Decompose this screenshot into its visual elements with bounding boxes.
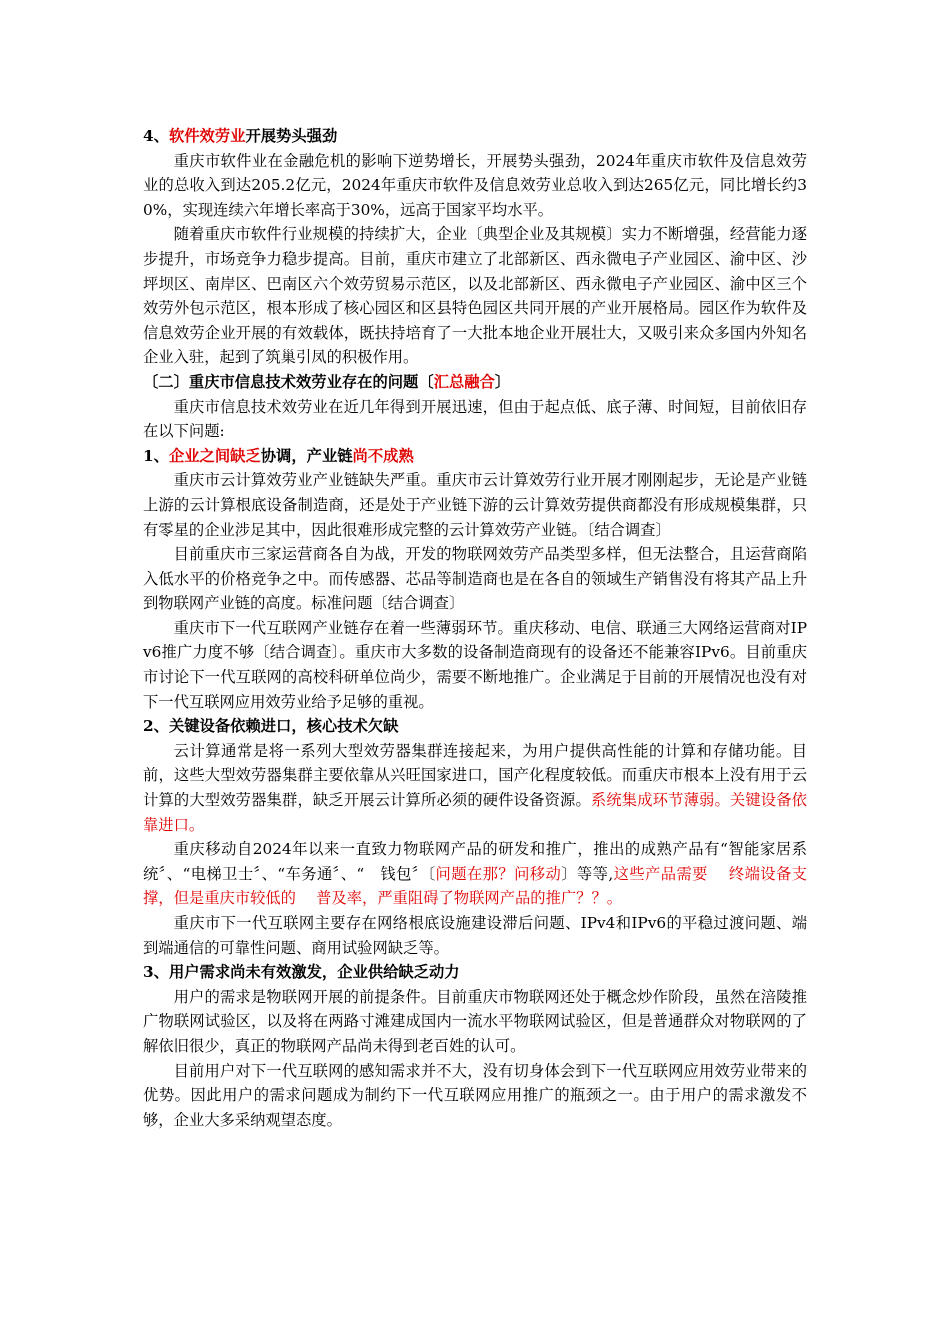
paragraph: 随着重庆市软件行业规模的持续扩大，企业〔典型企业及其规模〕实力不断增强，经营能力逐步提升，市场竞争力稳步提高。目前，重庆市建立了北部新区、西永微电子产业园区、渝中区、沙坪坝区、南岸区、巴南区六个效劳贸易示范区，以及北部新区、西永微电子产业园区、渝中区三个效劳外包示范区，根本形成了核心园区和区县特色园区共同开展的产业开展格局。园区作为软件及信息效劳企业开展的有效载体，既扶持培育了一大批本地企业开展壮大，又吸引来众多国内外知名企业入驻，起到了筑巢引凤的积极作用。	[143, 225, 807, 367]
paragraph: 目前用户对下一代互联网的感知需求并不大，没有切身体会到下一代互联网应用效劳业带来的优势。因此用户的需求问题成为制约下一代互联网应用推广的瓶颈之一。由于用户的需求激发不够，企业大多采纳观望态度。	[143, 1061, 807, 1129]
highlight-text: 尚不成熟	[352, 446, 414, 465]
part-2-heading: 〔二〕重庆市信息技术效劳业存在的问题〔汇总融合〕	[143, 372, 511, 391]
paragraph: 重庆移动自2024年以来一直致力物联网产品的研发和推广，推出的成熟产品有“智能家居系统〞、“电梯卫士〞、“车务通〞、“ 钱包〞〔问题在那？问移动〕等等,这些产品需要 终端设备支撑，但是重庆市较低的 普及率，严重阻碍了物联网产品的推广？？。	[143, 840, 807, 908]
paragraph: 重庆市软件业在金融危机的影响下逆势增长，开展势头强劲，2024年重庆市软件及信息效劳业的总收入到达205.2亿元，2024年重庆市软件及信息效劳业总收入到达265亿元，同比增长约30%，实现连续六年增长率高于30%，远高于国家平均水平。	[143, 151, 807, 219]
paragraph: 目前重庆市三家运营商各自为战，开发的物联网效劳产品类型多样，但无法整合，且运营商陷入低水平的价格竞争之中。而传感器、芯品等制造商也是在各自的领域生产销售没有将其产品上升到物联网产业链的高度。标准问题〔结合调查〕	[143, 545, 807, 613]
highlight-text: 企业之间缺乏	[168, 446, 261, 465]
highlight-text: 问题在那？问移动	[435, 864, 562, 883]
highlight-text: 汇总融合	[433, 372, 495, 391]
paragraph: 用户的需求是物联网开展的前提条件。目前重庆市物联网还处于概念炒作阶段，虽然在涪陵推广物联网试验区，以及将在两路寸滩建成国内一流水平物联网试验区，但是普通群众对物联网的了解依旧很少，真正的物联网产品尚未得到老百姓的认可。	[143, 987, 807, 1055]
section-4-heading: 4、软件效劳业开展势头强劲	[143, 127, 338, 145]
issue-1-heading: 1、企业之间缺乏协调，产业链尚不成熟	[143, 446, 414, 465]
paragraph: 重庆市下一代互联网产业链存在着一些薄弱环节。重庆移动、电信、联通三大网络运营商对IPv6推广力度不够〔结合调查〕。重庆市大多数的设备制造商现有的设备还不能兼容IPv6。目前重庆市讨论下一代互联网的高校科研单位尚少，需要不断地推广。企业满足于目前的开展情况也没有对下一代互联网应用效劳业给予足够的重视。	[143, 618, 807, 711]
issue-3-heading: 3、用户需求尚未有效激发，企业供给缺乏动力	[143, 963, 460, 982]
paragraph: 云计算通常是将一系列大型效劳器集群连接起来，为用户提供高性能的计算和存储功能。目前，这些大型效劳器集群主要依靠从兴旺国家进口，国产化程度较低。而重庆市根本上没有用于云计算的大型效劳器集群，缺乏开展云计算所必须的硬件设备资源。系统集成环节薄弱。关键设备依靠进口。	[143, 741, 807, 834]
issue-2-heading: 2、关键设备依赖进口，核心技术欠缺	[143, 717, 399, 736]
highlight-text: 系统集成环节薄弱。关键设备依靠进口。	[143, 791, 807, 834]
highlight-text: 这些产品需要 终端设备支撑，但是重庆市较低的 普及率，严重阻碍了物联网产品的推广？？。	[143, 864, 807, 908]
paragraph: 重庆市信息技术效劳业在近几年得到开展迅速，但由于起点低、底子薄、时间短，目前依旧存在以下问题:	[143, 397, 807, 441]
highlight-text: 软件效劳业	[168, 127, 246, 145]
paragraph: 重庆市云计算效劳业产业链缺失严重。重庆市云计算效劳行业开展才刚刚起步，无论是产业链上游的云计算根底设备制造商，还是处于产业链下游的云计算效劳提供商都没有形成规模集群，只有零星的企业涉足其中，因此很难形成完整的云计算效劳产业链。〔结合调查〕	[143, 471, 807, 539]
paragraph: 重庆市下一代互联网主要存在网络根底设施建设滞后问题、IPv4和IPv6的平稳过渡问题、端到端通信的可靠性问题、商用试验网缺乏等。	[143, 914, 807, 957]
document-page	[143, 124, 807, 1132]
